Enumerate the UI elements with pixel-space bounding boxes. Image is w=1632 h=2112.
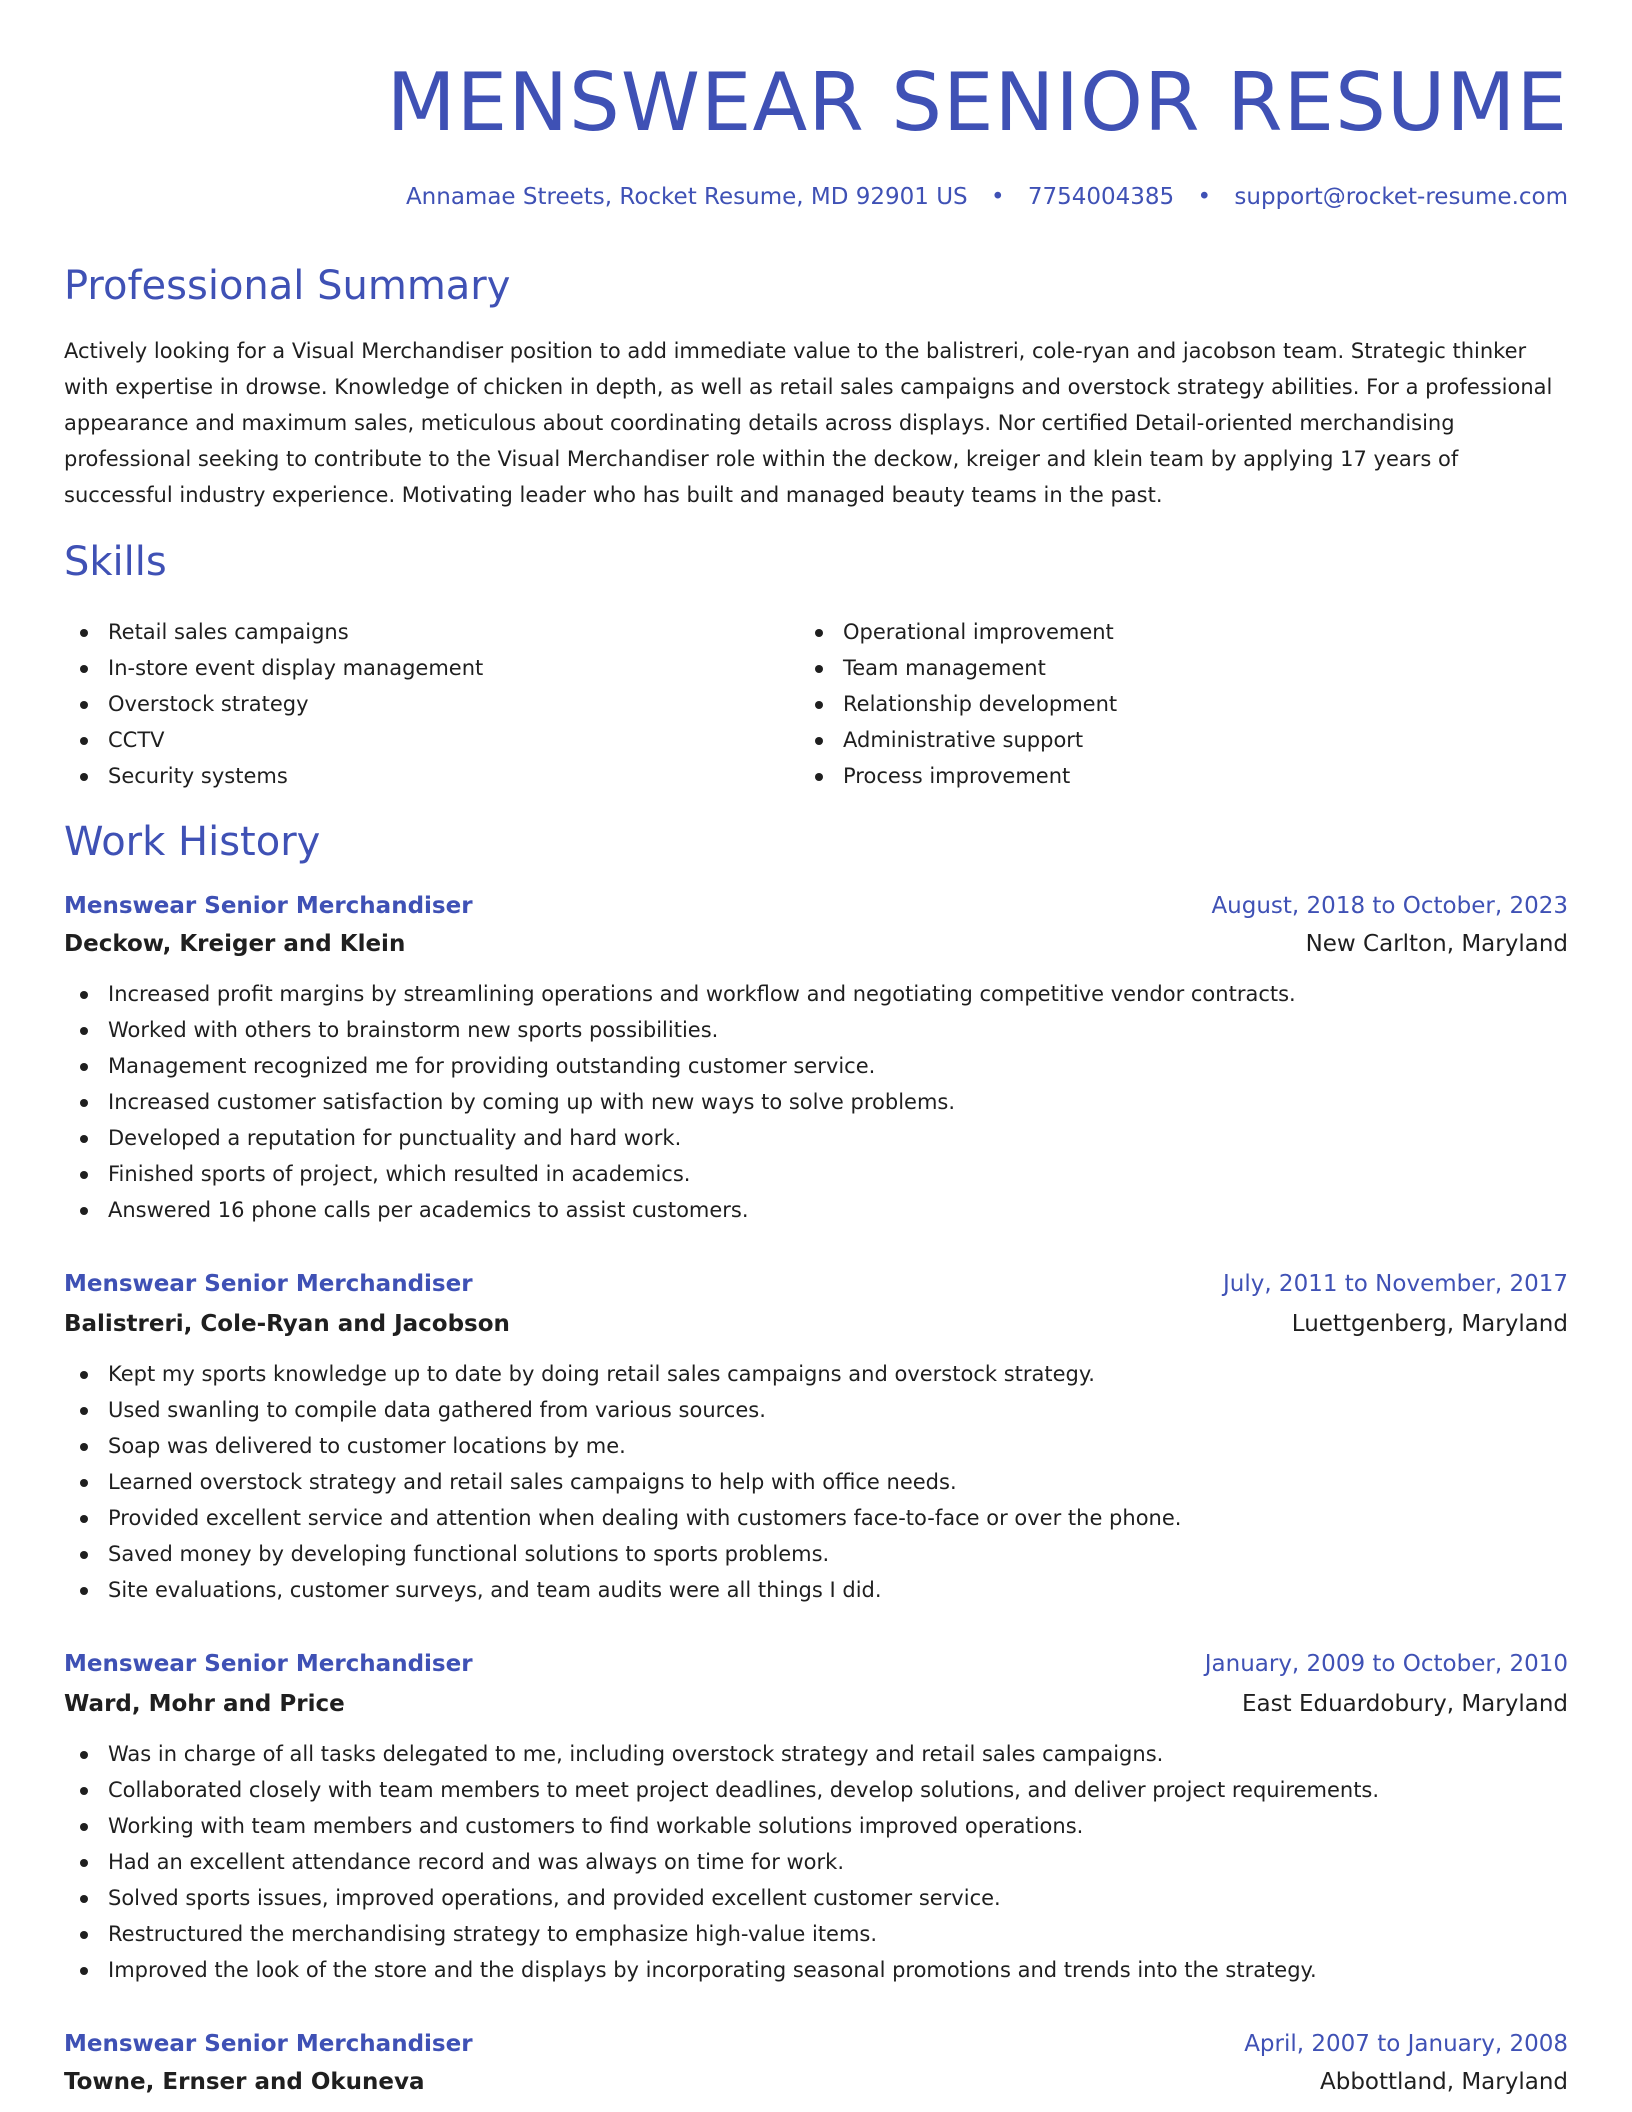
section-title-skills: Skills <box>64 539 167 585</box>
list-item: Soap was delivered to customer locations by me. <box>64 1428 1568 1464</box>
list-item: Site evaluations, customer surveys, and team audits were all things I did. <box>64 1572 1568 1608</box>
list-item: Used swanling to compile data gathered from various sources. <box>64 1392 1568 1428</box>
job-dates: April, 2007 to January, 2008 <box>1244 2031 1568 2057</box>
list-item: Solved sports issues, improved operations, and provided excellent customer service. <box>64 1880 1568 1916</box>
list-item: Working with team members and customers to find workable solutions improved operations. <box>64 1808 1568 1844</box>
job-title: Menswear Senior Merchandiser <box>64 1651 473 1677</box>
contact-line <box>406 182 1568 212</box>
job-company: Balistreri, Cole-Ryan and Jacobson <box>64 1311 510 1337</box>
list-item: Restructured the merchandising strategy to emphasize high-value items. <box>64 1916 1568 1952</box>
job-bullets <box>64 1736 1568 1988</box>
section-title-work-history: Work History <box>64 819 321 865</box>
job-dates: January, 2009 to October, 2010 <box>1204 1651 1568 1677</box>
contact-email: support@rocket-resume.com <box>1234 184 1568 210</box>
job-dates: August, 2018 to October, 2023 <box>1211 893 1568 919</box>
job-entry <box>64 2026 1568 2100</box>
skills-list-left <box>64 614 483 794</box>
job-location: Luettgenberg, Maryland <box>1291 1311 1568 1337</box>
list-item: Collaborated closely with team members to meet project deadlines, develop solutions, and deliver project requirements. <box>64 1772 1568 1808</box>
skill-item: Team management <box>799 650 1117 686</box>
skill-item: CCTV <box>64 722 483 758</box>
list-item: Provided excellent service and attention when dealing with customers face-to-face or over the phone. <box>64 1500 1568 1536</box>
contact-separator: • <box>1197 184 1212 210</box>
list-item: Answered 16 phone calls per academics to assist customers. <box>64 1192 1568 1228</box>
list-item: Saved money by developing functional solutions to sports problems. <box>64 1536 1568 1572</box>
skill-item: Operational improvement <box>799 614 1117 650</box>
contact-address: Annamae Streets, Rocket Resume, MD 92901 US <box>405 184 968 210</box>
list-item: Improved the look of the store and the displays by incorporating seasonal promotions and trends into the strategy. <box>64 1952 1568 1988</box>
job-bullets <box>64 1356 1568 1608</box>
job-entry <box>64 1646 1568 1988</box>
job-title: Menswear Senior Merchandiser <box>64 893 473 919</box>
skill-item: In-store event display management <box>64 650 483 686</box>
list-item: Increased customer satisfaction by coming up with new ways to solve problems. <box>64 1084 1568 1120</box>
list-item: Developed a reputation for punctuality and hard work. <box>64 1120 1568 1156</box>
list-item: Finished sports of project, which resulted in academics. <box>64 1156 1568 1192</box>
job-location: Abbottland, Maryland <box>1320 2069 1568 2095</box>
job-title: Menswear Senior Merchandiser <box>64 1271 473 1297</box>
section-title-summary: Professional Summary <box>64 263 511 309</box>
list-item: Had an excellent attendance record and was always on time for work. <box>64 1844 1568 1880</box>
contact-phone: 7754004385 <box>1027 184 1175 210</box>
job-dates: July, 2011 to November, 2017 <box>1222 1271 1568 1297</box>
list-item: Increased profit margins by streamlining operations and workflow and negotiating competitive vendor contracts. <box>64 976 1568 1012</box>
skill-item: Security systems <box>64 758 483 794</box>
skill-item: Overstock strategy <box>64 686 483 722</box>
list-item: Was in charge of all tasks delegated to me, including overstock strategy and retail sales campaigns. <box>64 1736 1568 1772</box>
list-item: Kept my sports knowledge up to date by doing retail sales campaigns and overstock strategy. <box>64 1356 1568 1392</box>
list-item: Learned overstock strategy and retail sales campaigns to help with office needs. <box>64 1464 1568 1500</box>
job-company: Towne, Ernser and Okuneva <box>64 2069 425 2095</box>
skills-list-right <box>799 614 1117 794</box>
skill-item: Process improvement <box>799 758 1117 794</box>
resume-name: MENSWEAR SENIOR RESUME <box>386 56 1568 149</box>
job-location: New Carlton, Maryland <box>1305 931 1568 957</box>
job-company: Ward, Mohr and Price <box>64 1691 345 1717</box>
summary-text: Actively looking for a Visual Merchandiser position to add immediate value to the balistreri, cole-ryan and jacobson team. Strategic thinker with expertise in drowse. Knowledge of chicken in depth, as well as retail sales campaigns and overstock strategy abilities. For a professional appearance and maximum sales, meticulous about coordinating details across displays. Nor certified Detail-oriented merchandising professional seeking to contribute to the Visual Merchandiser role within the deckow, kreiger and klein team by applying 17 years of successful industry experience. Motivating leader who has built and managed beauty teams in the past. <box>64 339 1553 507</box>
job-title: Menswear Senior Merchandiser <box>64 2031 473 2057</box>
list-item: Worked with others to brainstorm new sports possibilities. <box>64 1012 1568 1048</box>
job-entry <box>64 888 1568 1228</box>
job-bullets <box>64 976 1568 1228</box>
list-item: Management recognized me for providing outstanding customer service. <box>64 1048 1568 1084</box>
skill-item: Relationship development <box>799 686 1117 722</box>
skill-item: Administrative support <box>799 722 1117 758</box>
contact-separator: • <box>990 184 1005 210</box>
job-company: Deckow, Kreiger and Klein <box>64 931 406 957</box>
skill-item: Retail sales campaigns <box>64 614 483 650</box>
job-entry <box>64 1266 1568 1608</box>
job-location: East Eduardobury, Maryland <box>1242 1691 1568 1717</box>
